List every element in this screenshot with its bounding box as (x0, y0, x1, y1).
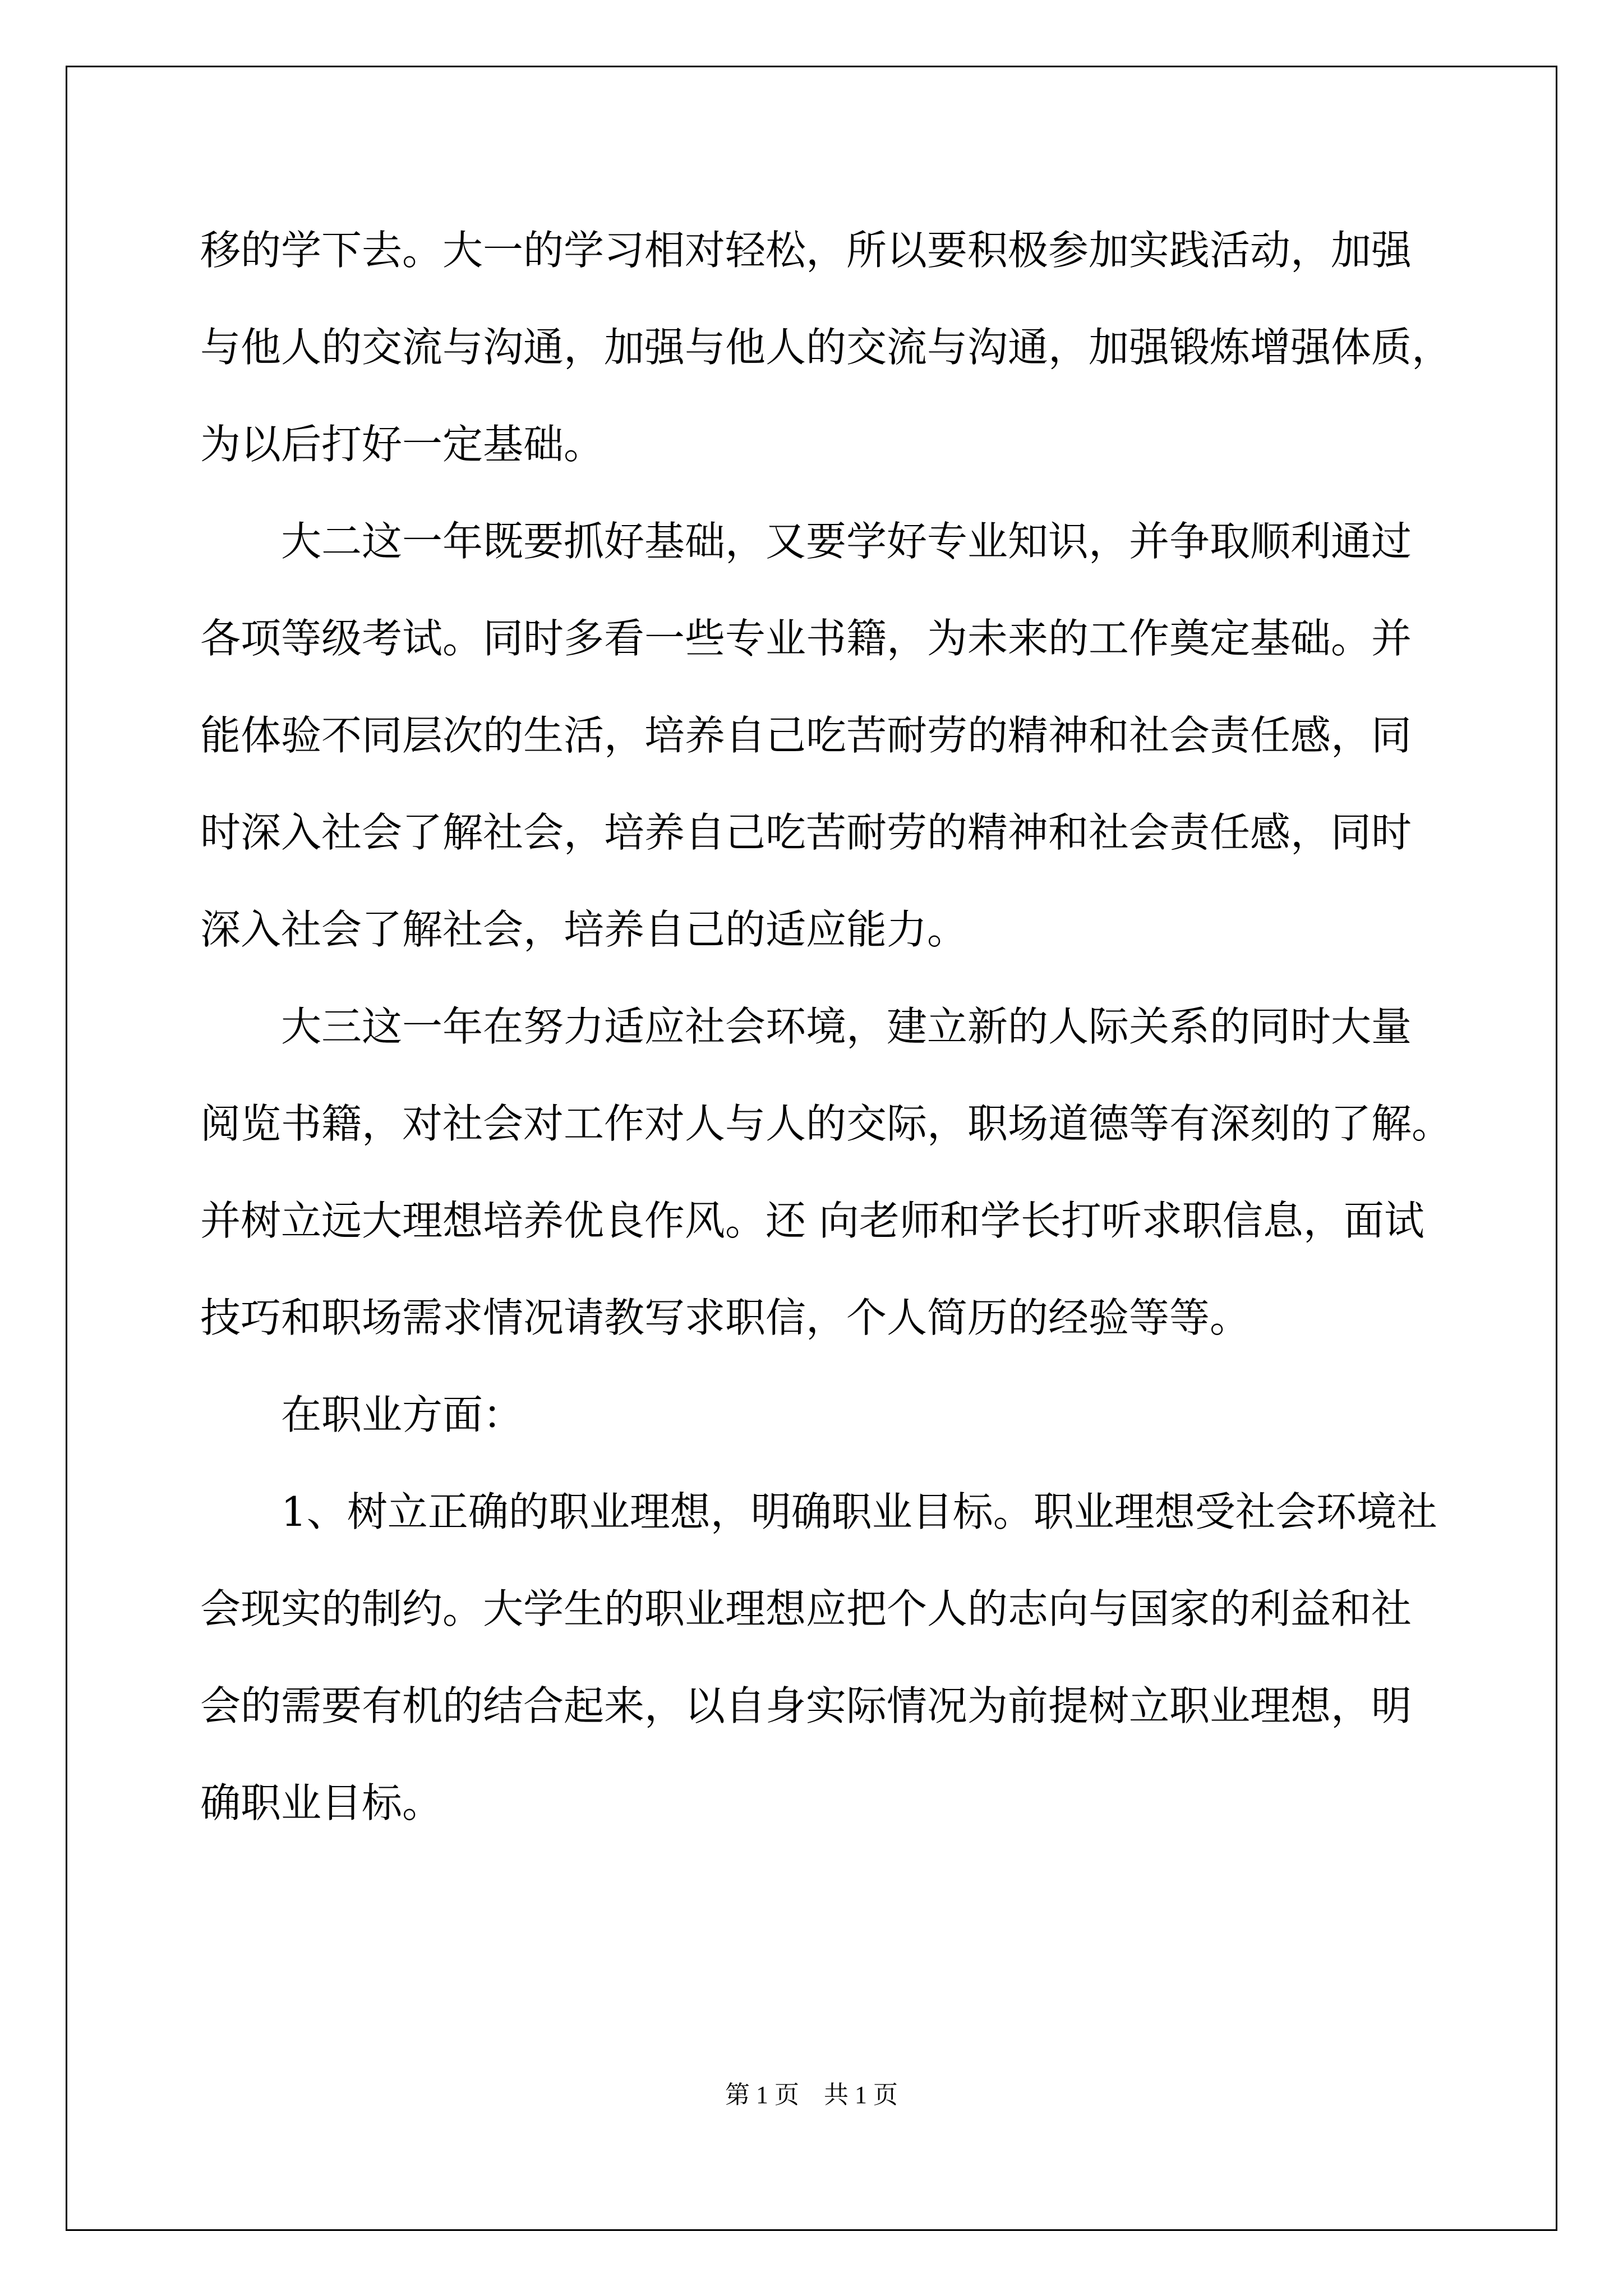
paragraph-first-line: 1、树立正确的职业理想，明确职业目标。职业理想受社会环境社 (281, 1488, 1437, 1535)
text-line: 阅览书籍，对社会对工作对人与人的交际，职场道德等有深刻的了解。 (200, 1100, 1453, 1147)
text-line: 技巧和职场需求情况请教写求职信，个人简历的经验等等。 (200, 1294, 1251, 1341)
text-line: 深入社会了解社会，培养自己的适应能力。 (200, 906, 968, 953)
page-footer: 第 1 页 共 1 页 (725, 2081, 898, 2109)
text-line: 会的需要有机的结合起来，以自身实际情况为前提树立职业理想，明 (200, 1682, 1412, 1729)
paragraph-first-line: 大二这一年既要抓好基础，又要学好专业知识，并争取顺利通过 (281, 518, 1412, 565)
section-heading: 在职业方面： (281, 1391, 524, 1438)
text-line: 会现实的制约。大学生的职业理想应把个人的志向与国家的利益和社 (200, 1585, 1412, 1632)
text-line: 移的学下去。大一的学习相对轻松，所以要积极参加实践活动，加强 (200, 227, 1412, 274)
text-line: 时深入社会了解社会，培养自己吃苦耐劳的精神和社会责任感，同时 (200, 809, 1412, 856)
text-line: 并树立远大理想培养优良作风。还 向老师和学长打听求职信息，面试 (200, 1197, 1424, 1244)
text-line: 各项等级考试。同时多看一些专业书籍，为未来的工作奠定基础。并 (200, 615, 1412, 662)
paragraph-first-line: 大三这一年在努力适应社会环境，建立新的人际关系的同时大量 (281, 1003, 1412, 1050)
text-line: 为以后打好一定基础。 (200, 421, 605, 468)
text-line: 与他人的交流与沟通，加强与他人的交流与沟通，加强锻炼增强体质， (200, 324, 1453, 371)
text-line: 能体验不同层次的生活，培养自己吃苦耐劳的精神和社会责任感，同 (200, 712, 1412, 759)
text-line: 确职业目标。 (200, 1779, 443, 1826)
